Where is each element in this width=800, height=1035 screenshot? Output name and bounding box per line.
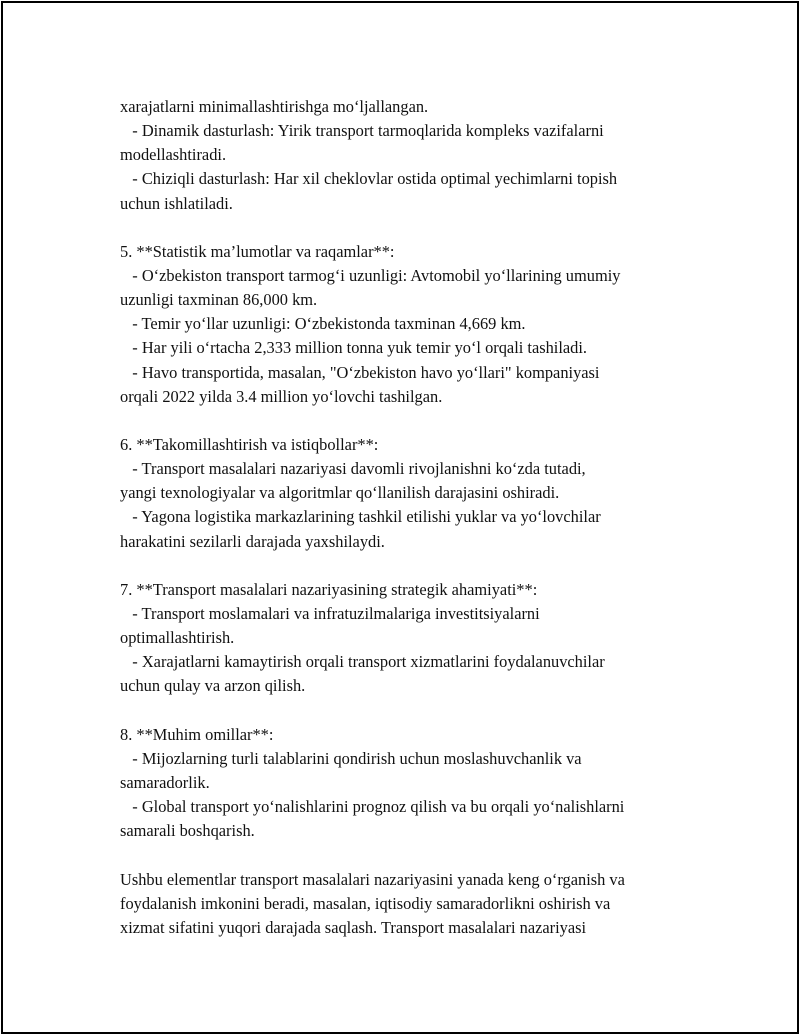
blank-line	[120, 216, 740, 240]
document-body	[120, 95, 740, 940]
text-line: - Temir yo‘llar uzunligi: O‘zbekistonda taxminan 4,669 km.	[120, 314, 526, 334]
text-line: uzunligi taxminan 86,000 km.	[120, 290, 318, 310]
text-line: optimallashtirish.	[120, 628, 235, 648]
blank-line	[120, 699, 740, 723]
text-line: - Yagona logistika markazlarining tashkil etilishi yuklar va yo‘lovchilar	[120, 507, 601, 527]
text-line: uchun qulay va arzon qilish.	[120, 676, 306, 696]
text-line: - Transport moslamalari va infratuzilmalariga investitsiyalarni	[120, 603, 540, 623]
text-line: - Dinamik dasturlash: Yirik transport tarmoqlarida kompleks vazifalarni	[120, 121, 604, 141]
text-line: - Chiziqli dasturlash: Har xil cheklovlar ostida optimal yechimlarni topish	[120, 169, 618, 189]
page-frame	[1, 1, 799, 1034]
text-line: foydalanish imkonini beradi, masalan, iqtisodiy samaradorlikni oshirish va	[120, 893, 611, 913]
text-line: orqali 2022 yilda 3.4 million yo‘lovchi tashilgan.	[120, 386, 443, 406]
text-line: - Transport masalalari nazariyasi davomli rivojlanishni ko‘zda tutadi,	[120, 459, 586, 479]
text-line: xarajatlarni minimallashtirishga mo‘ljallangan.	[120, 97, 429, 116]
blank-line	[120, 409, 740, 433]
text-line: modellashtiradi.	[120, 145, 227, 165]
text-line: yangi texnologiyalar va algoritmlar qo‘llanilish darajasini oshiradi.	[120, 483, 560, 503]
text-line: - Har yili o‘rtacha 2,333 million tonna yuk temir yo‘l orqali tashiladi.	[120, 338, 588, 358]
text-line: uchun ishlatiladi.	[120, 193, 233, 213]
blank-line	[120, 554, 740, 578]
text-line: 7. **Transport masalalari nazariyasining strategik ahamiyati**:	[120, 579, 538, 599]
text-line: - Havo transportida, masalan, "O‘zbekiston havo yo‘llari" kompaniyasi	[120, 362, 600, 382]
text-line: 6. **Takomillashtirish va istiqbollar**:	[120, 434, 379, 454]
text-line: samarali boshqarish.	[120, 821, 255, 841]
blank-line	[120, 843, 740, 867]
text-line: 8. **Muhim omillar**:	[120, 724, 274, 744]
text-line: harakatini sezilarli darajada yaxshilaydi.	[120, 531, 385, 551]
text-line: samaradorlik.	[120, 772, 210, 792]
text-line: - Global transport yo‘nalishlarini prognoz qilish va bu orqali yo‘nalishlarni	[120, 797, 625, 817]
text-line: - O‘zbekiston transport tarmog‘i uzunligi: Avtomobil yo‘llarining umumiy	[120, 265, 621, 285]
text-line: - Mijozlarning turli talablarini qondirish uchun moslashuvchanlik va	[120, 748, 582, 768]
text-line: xizmat sifatini yuqori darajada saqlash. Transport masalalari nazariyasi	[120, 917, 587, 937]
text-line: - Xarajatlarni kamaytirish orqali transport xizmatlarini foydalanuvchilar	[120, 652, 605, 672]
text-line: Ushbu elementlar transport masalalari nazariyasini yanada keng o‘rganish va	[120, 869, 625, 889]
text-line: 5. **Statistik ma’lumotlar va raqamlar**:	[120, 241, 395, 261]
